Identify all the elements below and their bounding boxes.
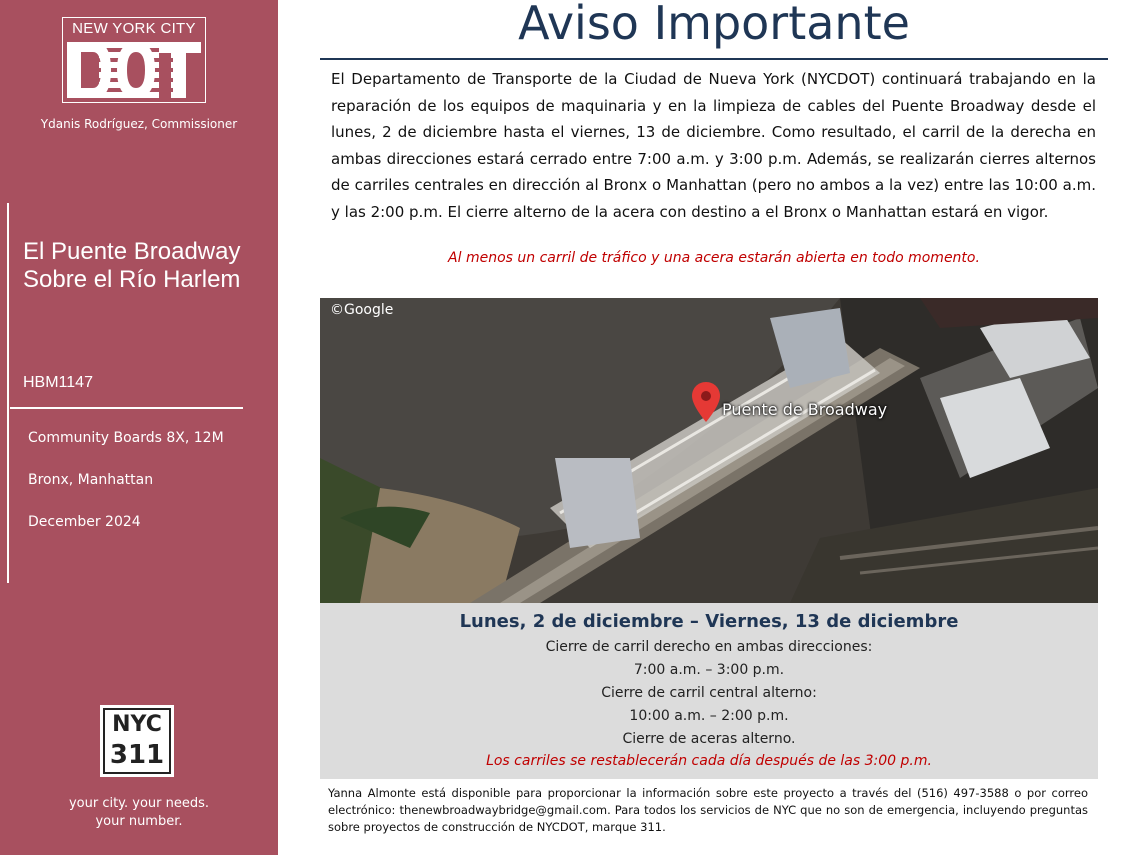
map-pin-label: Puente de Broadway [722, 400, 888, 419]
boroughs: Bronx, Manhattan [28, 472, 154, 488]
open-lanes-notice: Al menos un carril de tráfico y una acera estarán abierta en todo momento. [448, 250, 980, 266]
project-title: El Puente Broadway Sobre el Río Harlem [23, 238, 241, 293]
community-boards: Community Boards 8X, 12M [28, 430, 224, 446]
intro-paragraph: El Departamento de Transporte de la Ciudad de Nueva York (NYCDOT) continuará trabajando en la reparación de los equipos de maquinaria y en la limpieza de cables del Puente Broadway desde el lunes, 2 de diciembre hasta el viernes, 13 de diciembre. Como resultado, el carril de la derecha en ambas direcciones estará cerrado entre 7:00 a.m. y 3:00 p.m. Además, se realizarán cierres alternos de carriles centrales en dirección al Bronx o Manhattan (pero no ambos a la vez) entre las 10:00 a.m. y las 2:00 p.m. El cierre alterno de la acera con destino a el Bronx o Manhattan estará en vigor. [331, 70, 1096, 221]
schedule-line-2: 7:00 a.m. – 3:00 p.m. [633, 662, 785, 678]
nyc311-badge [100, 705, 174, 777]
badge-311-text: 311 [109, 740, 165, 770]
commissioner-name: Ydanis Rodríguez, Commissioner [40, 117, 238, 131]
nycdot-logo [62, 17, 206, 103]
title-underline [320, 58, 1108, 60]
aerial-photo [320, 298, 1098, 603]
schedule-title: Lunes, 2 de diciembre – Viernes, 13 de diciembre [459, 611, 959, 632]
slogan-line-2: your number. [95, 814, 183, 829]
schedule-line-4: 10:00 a.m. – 2:00 p.m. [629, 708, 789, 724]
schedule-line-3: Cierre de carril central alterno: [601, 685, 817, 701]
badge-nyc-text: NYC [112, 712, 162, 737]
slogan [0, 795, 278, 831]
sidebar-horizontal-divider [10, 407, 243, 409]
slogan-line-1: your city. your needs. [68, 796, 210, 811]
map-pin-icon [692, 382, 720, 422]
page-title: Aviso Importante [518, 0, 910, 50]
logo-city-text: NEW YORK CITY [72, 20, 196, 37]
aerial-map [320, 298, 1098, 603]
publish-date: December 2024 [28, 514, 141, 530]
contact-footer: Yanna Almonte está disponible para proporcionar la información sobre este proyecto a través del (516) 497-3588 o por correo electrónico: thenewbroadwaybridge@gmail.com. Para todos los servicios de NYC que no son de emergencia, incluyendo preguntas sobre proyectos de construcción de NYCDOT, marque 311. [328, 786, 1088, 834]
schedule-restore-note: Los carriles se restablecerán cada día después de las 3:00 p.m. [486, 753, 932, 769]
schedule-line-1: Cierre de carril derecho en ambas direcciones: [545, 639, 873, 655]
dot-logo-mark [67, 42, 201, 98]
schedule-line-5: Cierre de aceras alterno. [622, 731, 796, 747]
project-code: HBM1147 [23, 374, 93, 391]
sidebar-vertical-divider [7, 203, 9, 583]
sidebar [0, 0, 278, 855]
schedule-box [320, 603, 1098, 779]
map-credit: ©Google [330, 302, 394, 318]
